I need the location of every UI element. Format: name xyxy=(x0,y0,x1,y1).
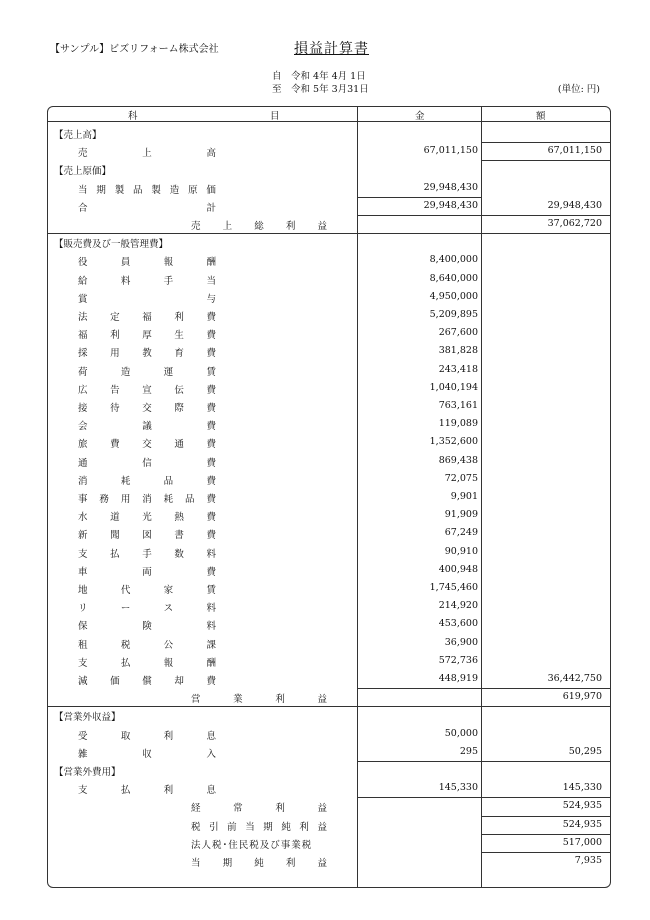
amount-detail: 119,089 xyxy=(438,418,478,430)
amount-detail: 243,418 xyxy=(438,363,478,375)
rule xyxy=(48,233,357,234)
rule xyxy=(357,761,481,762)
amount-detail: 8,640,000 xyxy=(429,272,478,284)
subtotal-label: 当 期 純 利 益 xyxy=(191,858,327,869)
amount-detail: 145,330 xyxy=(438,782,478,794)
table-row xyxy=(48,288,610,306)
amount-detail: 29,948,430 xyxy=(423,199,478,211)
table-row xyxy=(48,397,610,415)
amount-detail: 448,919 xyxy=(438,673,478,684)
account-label: 事 務 用 消 耗 品 費 xyxy=(78,494,216,505)
amount-detail: 8,400,000 xyxy=(429,254,478,266)
subtotal-label: 売 上 総 利 益 xyxy=(191,221,327,232)
table-row xyxy=(48,634,610,652)
amount-detail: 295 xyxy=(459,745,478,757)
table-row xyxy=(48,615,610,633)
amount-detail: 214,920 xyxy=(438,600,478,612)
table-row xyxy=(48,852,610,870)
table-row xyxy=(48,342,610,360)
rule xyxy=(48,706,357,707)
amount-detail: 267,600 xyxy=(438,327,478,339)
header-amount-a: 金 xyxy=(415,111,425,122)
account-label: 消 耗 品 費 xyxy=(78,475,216,487)
section-label: 【売上高】 xyxy=(54,130,102,141)
table-row xyxy=(48,725,610,743)
account-label: 減 価 償 却 費 xyxy=(78,676,216,687)
account-label: 支 払 報 酬 xyxy=(78,657,216,669)
table-row xyxy=(48,524,610,542)
account-label: 旅 費 交 通 費 xyxy=(78,439,216,451)
account-label: 合 計 xyxy=(78,202,216,214)
amount-total: 524,935 xyxy=(562,818,602,830)
account-label: 受 取 利 息 xyxy=(78,730,216,742)
amount-detail: 67,249 xyxy=(444,527,478,539)
section-label: 【販売費及び一般管理費】 xyxy=(54,239,169,251)
table-row xyxy=(48,251,610,269)
account-label: 当 期 製 品 製 造 原 価 xyxy=(78,184,216,196)
account-label: 会 議 費 xyxy=(78,421,216,433)
amount-total: 50,295 xyxy=(568,745,602,757)
section-row xyxy=(48,706,610,724)
account-label: 広 告 宣 伝 費 xyxy=(78,384,216,396)
amount-detail: 67,011,150 xyxy=(423,145,478,157)
table-row xyxy=(48,179,610,197)
account-label: 接 待 交 際 費 xyxy=(78,403,216,414)
section-row xyxy=(48,124,610,142)
section-label: 【営業外収益】 xyxy=(54,712,121,724)
amount-total: 145,330 xyxy=(562,782,602,794)
amount-detail: 1,040,194 xyxy=(429,381,478,393)
rule xyxy=(481,834,610,835)
amount-detail: 29,948,430 xyxy=(423,181,478,193)
amount-total: 7,935 xyxy=(574,855,602,866)
subtotal-label: 法人税･住民税及び事業税 xyxy=(191,839,313,851)
table-row xyxy=(48,142,610,160)
period-from: 自 令和 4年 4月 1日 xyxy=(272,71,366,82)
amount-detail: 400,948 xyxy=(438,563,478,575)
amount-detail: 36,900 xyxy=(444,636,478,648)
amount-detail: 5,209,895 xyxy=(429,309,478,320)
table-row xyxy=(48,324,610,342)
rule xyxy=(481,852,610,853)
rule xyxy=(481,706,610,707)
subtotal-label: 税 引 前 当 期 純 利 益 xyxy=(191,821,327,833)
section-row xyxy=(48,160,610,178)
account-label: 役 員 報 酬 xyxy=(78,257,216,269)
amount-detail: 72,075 xyxy=(444,472,478,484)
table-row xyxy=(48,379,610,397)
table-row xyxy=(48,834,610,852)
account-label: 新 聞 図 書 費 xyxy=(78,530,216,542)
account-label: 水 道 光 熱 費 xyxy=(78,512,216,524)
table-row xyxy=(48,670,610,688)
table-row xyxy=(48,779,610,797)
amount-total: 29,948,430 xyxy=(547,199,602,211)
account-label: 法 定 福 利 費 xyxy=(78,312,216,323)
account-label: 雑 収 入 xyxy=(78,748,216,760)
account-label: 地 代 家 賃 xyxy=(78,585,216,596)
subtotal-label: 営 業 利 益 xyxy=(191,694,327,706)
account-label: 車 両 費 xyxy=(78,566,216,578)
table-row xyxy=(48,433,610,451)
table-row xyxy=(48,561,610,579)
table-row xyxy=(48,452,610,470)
account-label: 採 用 教 育 費 xyxy=(78,348,216,360)
rule xyxy=(481,816,610,817)
rule xyxy=(481,142,610,143)
rule xyxy=(481,160,610,161)
account-label: 荷 造 運 賃 xyxy=(78,366,216,378)
table-row xyxy=(48,688,610,706)
account-label: 保 険 料 xyxy=(78,621,216,633)
table-header xyxy=(48,107,610,122)
table-row xyxy=(48,215,610,233)
amount-total: 37,062,720 xyxy=(547,218,602,229)
income-statement-table xyxy=(47,106,611,888)
rule xyxy=(481,761,610,762)
account-label: 福 利 厚 生 費 xyxy=(78,330,216,342)
account-label: 支 払 利 息 xyxy=(78,785,216,797)
amount-detail: 572,736 xyxy=(438,654,478,666)
account-label: リ ー ス 料 xyxy=(78,603,216,615)
amount-detail: 869,438 xyxy=(438,454,478,466)
section-label: 【営業外費用】 xyxy=(54,767,121,778)
company-name: 【サンプル】ビズリフォーム株式会社 xyxy=(50,44,219,55)
amount-detail: 381,828 xyxy=(438,345,478,357)
amount-total: 517,000 xyxy=(562,836,602,848)
rule xyxy=(357,797,481,798)
amount-total: 524,935 xyxy=(562,800,602,812)
table-row xyxy=(48,361,610,379)
account-label: 売 上 高 xyxy=(78,148,216,160)
table-row xyxy=(48,543,610,561)
table-row xyxy=(48,597,610,615)
table-row xyxy=(48,579,610,597)
amount-total: 36,442,750 xyxy=(547,673,602,684)
account-label: 支 払 手 数 料 xyxy=(78,548,216,560)
amount-detail: 1,745,460 xyxy=(429,582,478,593)
amount-detail: 1,352,600 xyxy=(429,436,478,448)
section-label: 【売上原価】 xyxy=(54,166,112,178)
amount-detail: 50,000 xyxy=(444,727,478,739)
table-row xyxy=(48,743,610,761)
table-row xyxy=(48,652,610,670)
amount-detail: 4,950,000 xyxy=(429,290,478,302)
amount-total: 67,011,150 xyxy=(547,145,602,157)
amount-detail: 9,901 xyxy=(450,491,478,502)
period-to: 至 令和 5年 3月31日 xyxy=(272,84,369,95)
account-label: 租 税 公 課 xyxy=(78,639,216,651)
subtotal-label: 経 常 利 益 xyxy=(191,803,327,815)
account-label: 通 信 費 xyxy=(78,457,216,469)
rule xyxy=(357,233,481,234)
document-title: 損益計算書 xyxy=(294,41,369,57)
table-row xyxy=(48,506,610,524)
header-account-a: 科 xyxy=(128,111,138,122)
table-row xyxy=(48,197,610,215)
account-label: 賞 与 xyxy=(78,293,216,305)
rule xyxy=(481,688,610,689)
amount-detail: 763,161 xyxy=(438,400,478,411)
rule xyxy=(357,688,481,689)
amount-detail: 91,909 xyxy=(444,509,478,521)
rule xyxy=(481,215,610,216)
rule xyxy=(481,797,610,798)
amount-detail: 453,600 xyxy=(438,618,478,630)
header-account-b: 目 xyxy=(270,111,280,122)
header-amount-b: 額 xyxy=(536,111,546,122)
table-row xyxy=(48,470,610,488)
unit-label: (単位: 円) xyxy=(557,84,600,95)
table-row xyxy=(48,816,610,834)
section-row xyxy=(48,233,610,251)
amount-total: 619,970 xyxy=(562,691,602,703)
table-row xyxy=(48,270,610,288)
table-row xyxy=(48,415,610,433)
table-row xyxy=(48,488,610,506)
rule xyxy=(357,215,481,216)
table-row xyxy=(48,306,610,324)
rule xyxy=(357,197,481,198)
rule xyxy=(481,233,610,234)
rule xyxy=(357,706,481,707)
table-row xyxy=(48,797,610,815)
amount-detail: 90,910 xyxy=(444,545,478,557)
section-row xyxy=(48,761,610,779)
account-label: 給 料 手 当 xyxy=(78,275,216,287)
